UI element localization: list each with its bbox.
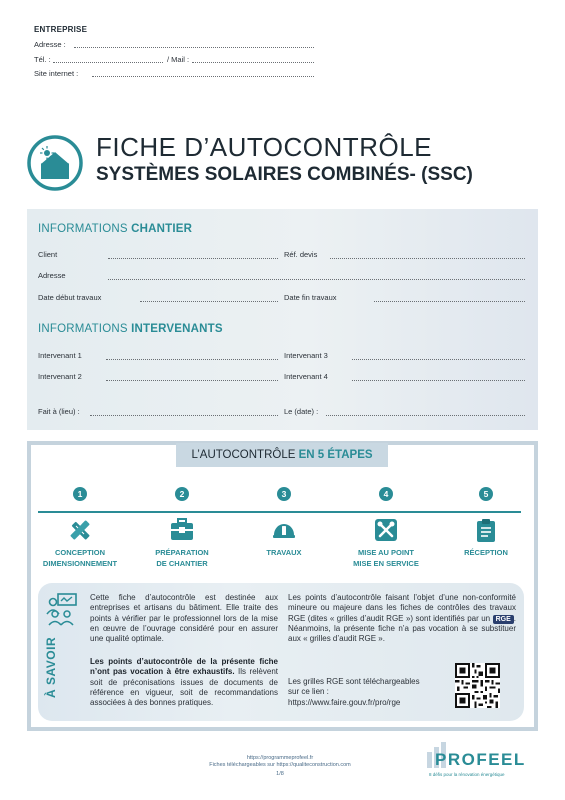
rge-badge: RGE xyxy=(493,615,514,624)
intervenants-heading-bold: INTERVENANTS xyxy=(131,323,223,335)
savoir-right-p1-a: Les points d’autocontrôle faisant l’objet d’une non-conformité mineure ou majeure dans les fiches de contrôles des travaux RGE (dites « grilles d’audit RGE ») sont identifiés par un xyxy=(288,593,516,623)
phone-label: Tél. : xyxy=(34,55,51,64)
intervenant4-field[interactable] xyxy=(352,380,525,381)
website-label: Site internet : xyxy=(34,69,79,78)
date-field[interactable] xyxy=(326,415,525,416)
intervenants-heading xyxy=(38,323,223,335)
step-1-line2: DIMENSIONNEMENT xyxy=(42,559,118,568)
intervenant2-label: Intervenant 2 xyxy=(38,372,82,381)
step-number-1: 1 xyxy=(73,487,87,501)
client-label: Client xyxy=(38,250,58,259)
step-5-line1: RÉCEPTION xyxy=(464,548,508,557)
step-label-1 xyxy=(30,547,130,569)
intervenants-heading-plain: INFORMATIONS xyxy=(38,323,132,335)
address-chantier-field[interactable] xyxy=(108,279,525,280)
address-row xyxy=(34,40,66,49)
page-title: FICHE D’AUTOCONTRÔLE xyxy=(96,132,432,162)
intervenant3-label: Intervenant 3 xyxy=(284,351,328,360)
intervenant4-label: Intervenant 4 xyxy=(284,372,328,381)
tools-icon xyxy=(372,516,400,544)
mail-label: / Mail : xyxy=(167,55,190,64)
profeel-logo xyxy=(425,738,530,782)
website-field[interactable] xyxy=(92,76,314,77)
step-number-5: 5 xyxy=(479,487,493,501)
chantier-heading-bold: CHANTIER xyxy=(131,223,193,235)
mail-field[interactable] xyxy=(192,62,314,63)
house-sun-icon xyxy=(27,135,83,191)
hard-hat-icon xyxy=(270,516,298,544)
intervenant3-field[interactable] xyxy=(352,359,525,360)
step-label-3 xyxy=(234,547,334,558)
intervenant1-label: Intervenant 1 xyxy=(38,351,82,360)
phone-field[interactable] xyxy=(53,62,163,63)
step-label-5 xyxy=(436,547,536,558)
step-3-line1: TRAVAUX xyxy=(266,548,302,557)
savoir-left-p2 xyxy=(90,657,278,708)
footer-download-line[interactable]: Fiches téléchargeables sur https://qualiteconstruction.com xyxy=(209,762,351,768)
qr-code[interactable] xyxy=(455,663,500,708)
savoir-left-p1: Cette fiche d’autocontrôle est destinée aux entreprises et artisans du bâtiment. Elle traite des points à vérifier par le professionnel lors de la mise en œuvre de l’ouvrage considéré pour en assurer une qualité optimale. xyxy=(90,593,278,644)
toolbox-icon xyxy=(168,516,196,544)
pencil-ruler-icon xyxy=(66,516,94,544)
address-chantier-label: Adresse xyxy=(38,271,66,280)
step-2-line2: DE CHANTIER xyxy=(156,559,208,568)
rge-download-line2: sur ce lien : xyxy=(288,687,329,697)
page-number: 1/8 xyxy=(276,771,284,777)
client-field[interactable] xyxy=(108,258,278,259)
a-savoir-label: À SAVOIR xyxy=(44,636,58,698)
start-date-field[interactable] xyxy=(140,301,278,302)
savoir-right-p1 xyxy=(288,593,516,644)
step-1-line1: CONCEPTION xyxy=(54,548,105,557)
rge-link[interactable]: https://www.faire.gouv.fr/pro/rge xyxy=(288,697,401,707)
phone-row xyxy=(34,55,51,64)
savoir-left-p2-bold: Les points d’autocontrôle de la présente fiche n’ont pas vocation à être exhaustifs. xyxy=(90,657,278,677)
steps-title-bold: EN 5 ÉTAPES xyxy=(298,449,373,461)
rge-download-line1: Les grilles RGE sont téléchargeables xyxy=(288,677,420,686)
steps-timeline xyxy=(38,511,521,513)
clipboard-icon xyxy=(472,516,500,544)
step-number-2: 2 xyxy=(175,487,189,501)
savoir-left-p2-rest: Ils relèvent soit de préconisations issues de documents de référence en vigueur, soit de recommandations associées à des bonnes pratiques. xyxy=(90,667,279,708)
start-date-label: Date début travaux xyxy=(38,293,102,302)
website-row xyxy=(34,69,78,78)
info-panel xyxy=(27,209,538,430)
step-4-line1: MISE AU POINT xyxy=(358,548,414,557)
address-field[interactable] xyxy=(74,47,314,48)
date-label: Le (date) : xyxy=(284,407,319,416)
intervenant2-field[interactable] xyxy=(106,380,278,381)
step-number-3: 3 xyxy=(277,487,291,501)
savoir-right-p2 xyxy=(288,677,448,708)
profeel-logo-text: PROFEEL xyxy=(435,750,526,769)
place-label: Fait à (lieu) : xyxy=(38,407,80,416)
step-2-line1: PRÉPARATION xyxy=(155,548,209,557)
chantier-heading-plain: INFORMATIONS xyxy=(38,223,132,235)
enterprise-title: ENTREPRISE xyxy=(34,25,88,34)
chantier-heading xyxy=(38,223,192,235)
ref-field[interactable] xyxy=(330,258,525,259)
place-field[interactable] xyxy=(90,415,278,416)
step-label-4 xyxy=(336,547,436,569)
footer-url[interactable]: https://programmeprofeel.fr xyxy=(246,755,314,761)
end-date-label: Date fin travaux xyxy=(284,293,337,302)
step-4-line2: MISE EN SERVICE xyxy=(353,559,419,568)
address-label: Adresse : xyxy=(34,40,66,49)
ref-label: Réf. devis xyxy=(284,250,318,259)
step-label-2 xyxy=(132,547,232,569)
step-number-4: 4 xyxy=(379,487,393,501)
steps-title-plain: L’AUTOCONTRÔLE xyxy=(191,449,299,461)
steps-title xyxy=(176,449,388,461)
intervenant1-field[interactable] xyxy=(106,359,278,360)
savoir-right-p1-b: . Néanmoins, la présente fiche n’a pas vocation à se substituer aux « grilles d’audit RGE ». xyxy=(288,613,516,644)
end-date-field[interactable] xyxy=(374,301,525,302)
page-subtitle: SYSTÈMES SOLAIRES COMBINÉS- (SSC) xyxy=(96,164,473,185)
profeel-tagline: 8 défis pour la rénovation énergétique xyxy=(429,772,505,777)
